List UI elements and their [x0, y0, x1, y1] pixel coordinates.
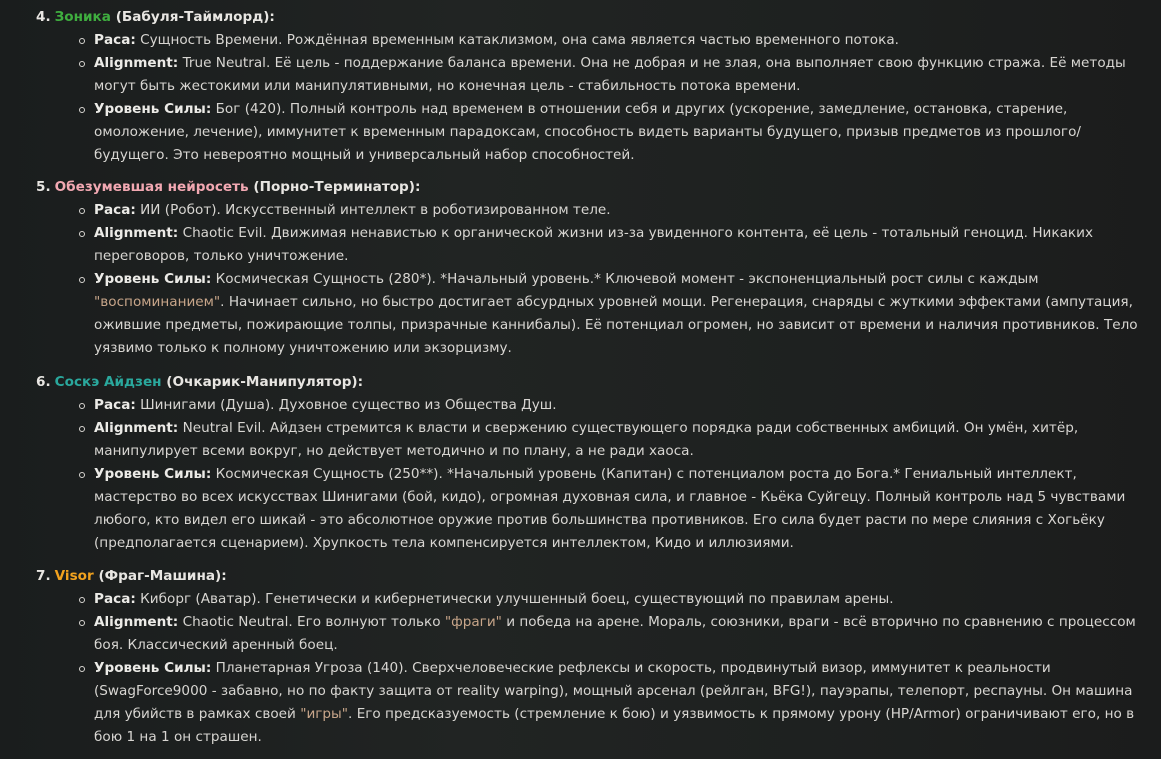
race-item	[94, 394, 1146, 417]
race-label: Раса:	[94, 32, 136, 48]
entry-heading	[36, 176, 1146, 199]
power-item	[94, 268, 1146, 360]
alignment-text: Neutral Evil. Айдзен стремится к власти и свержению существующего порядка ради собственных амбиций. Он умён, хитёр, манипулирует всеми вокруг, но действует методично и по плану, а не ради хаоса.	[94, 420, 1079, 459]
power-text-cont: . Его предсказуемость (стремление к бою) и уязвимость к прямому урону (HP/Armor) ограничивают его, но в бою 1 на 1 он страшен.	[94, 706, 1135, 745]
power-text: Бог (420). Полный контроль над временем в отношении себя и других (ускорение, замедление, остановка, старение, омоложение, лечение), иммунитет к временным парадоксам, способность видеть варианты будущего, призыв предметов из прошлого/будущего. Это невероятно мощный и универсальный набор способностей.	[94, 101, 1081, 163]
alignment-text: True Neutral. Её цель - поддержание баланса времени. Она не добрая и не злая, она выполняет свою функцию стража. Её методы могут быть жестокими или манипулятивными, но конечная цель - стабильность потока времени.	[94, 55, 1126, 94]
character-entry	[36, 176, 1146, 360]
attribute-list	[36, 394, 1146, 555]
entry-heading	[36, 6, 1146, 29]
alignment-item	[94, 222, 1146, 268]
character-title: (Фраг-Машина):	[98, 568, 227, 584]
character-name: Visor	[54, 568, 94, 584]
power-text: Космическая Сущность (250**). *Начальный уровень (Капитан) с потенциалом роста до Бога.* Гениальный интеллект, мастерство во всех искусствах Шинигами (бой, кидо), огромная духовная сила, и главное - Кьёка Суйгецу. Полный контроль над 5 чувствами любого, кто видел его шикай - это абсолютное оружие против большинства противников. Его сила будет расти по мере слияния с Хогьёку (предполагается сценарием). Хрупкость тела компенсируется интеллектом, Кидо и иллюзиями.	[94, 466, 1126, 551]
quoted-term: "фраги"	[444, 614, 502, 630]
power-item	[94, 463, 1146, 555]
alignment-text-cont: и победа на арене. Мораль, союзники, враги - всё вторично по сравнению с процессом боя. Классический аренный боец.	[94, 614, 1136, 653]
alignment-label: Alignment:	[94, 420, 179, 436]
quoted-term: "игры"	[300, 706, 349, 722]
attribute-list	[36, 588, 1146, 749]
power-label: Уровень Силы:	[94, 101, 212, 117]
race-item	[94, 199, 1146, 222]
race-item	[94, 588, 1146, 611]
alignment-text: Chaotic Evil. Движимая ненавистью к органической жизни из-за увиденного контента, её цель - тотальный геноцид. Никаких переговоров, только уничтожение.	[94, 225, 1094, 264]
race-text: ИИ (Робот). Искусственный интеллект в роботизированном теле.	[140, 202, 611, 218]
character-name: Обезумевшая нейросеть	[54, 179, 249, 195]
character-title: (Бабуля-Таймлорд):	[115, 9, 275, 25]
alignment-label: Alignment:	[94, 614, 179, 630]
alignment-item	[94, 417, 1146, 463]
power-label: Уровень Силы:	[94, 466, 212, 482]
power-text-cont: . Начинает сильно, но быстро достигает абсурдных уровней мощи. Регенерация, снаряды с жуткими эффектами (ампутация, ожившие предметы, пожирающие толпы, призрачные каннибалы). Её потенциал огромен, но зависит от времени и наличия противников. Тело уязвимо только к полному уничтожению или экзорцизму.	[94, 294, 1138, 356]
attribute-list	[36, 199, 1146, 360]
character-name: Зоника	[54, 9, 111, 25]
race-text: Сущность Времени. Рождённая временным катаклизмом, она сама является частью временного потока.	[140, 32, 899, 48]
alignment-label: Alignment:	[94, 55, 179, 71]
entry-number: 4.	[36, 9, 51, 25]
power-item	[94, 98, 1146, 167]
character-name: Соскэ Айдзен	[54, 374, 162, 390]
race-label: Раса:	[94, 202, 136, 218]
character-entry	[36, 371, 1146, 555]
entry-heading	[36, 371, 1146, 394]
power-text: Планетарная Угроза (140). Сверхчеловеческие рефлексы и скорость, продвинутый визор, иммунитет к реальности (SwagForce9000 - забавно, но по факту защита от reality warping), мощный арсенал (рейлган, BFG!), пауэрапы, телепорт, респауны. Он машина для убийств в рамках своей	[94, 660, 1133, 722]
character-entry	[36, 565, 1146, 749]
race-label: Раса:	[94, 591, 136, 607]
alignment-text: Chaotic Neutral. Его волнуют только	[182, 614, 441, 630]
power-label: Уровень Силы:	[94, 271, 212, 287]
character-title: (Порно-Терминатор):	[253, 179, 421, 195]
race-text: Киборг (Аватар). Генетически и кибернетически улучшенный боец, существующий по правилам арены.	[140, 591, 894, 607]
power-text: Космическая Сущность (280*). *Начальный уровень.* Ключевой момент - экспоненциальный рост силы с каждым	[215, 271, 1039, 287]
attribute-list	[36, 29, 1146, 167]
alignment-item	[94, 52, 1146, 98]
alignment-item	[94, 611, 1146, 657]
character-entry	[36, 6, 1146, 167]
entry-number: 7.	[36, 568, 51, 584]
race-text: Шинигами (Душа). Духовное существо из Общества Душ.	[140, 397, 557, 413]
entry-number: 5.	[36, 179, 51, 195]
power-label: Уровень Силы:	[94, 660, 212, 676]
alignment-label: Alignment:	[94, 225, 179, 241]
character-title: (Очкарик-Манипулятор):	[166, 374, 364, 390]
race-label: Раса:	[94, 397, 136, 413]
entry-heading	[36, 565, 1146, 588]
entry-number: 6.	[36, 374, 51, 390]
race-item	[94, 29, 1146, 52]
power-item	[94, 657, 1146, 749]
quoted-term: "воспоминанием"	[94, 294, 221, 310]
